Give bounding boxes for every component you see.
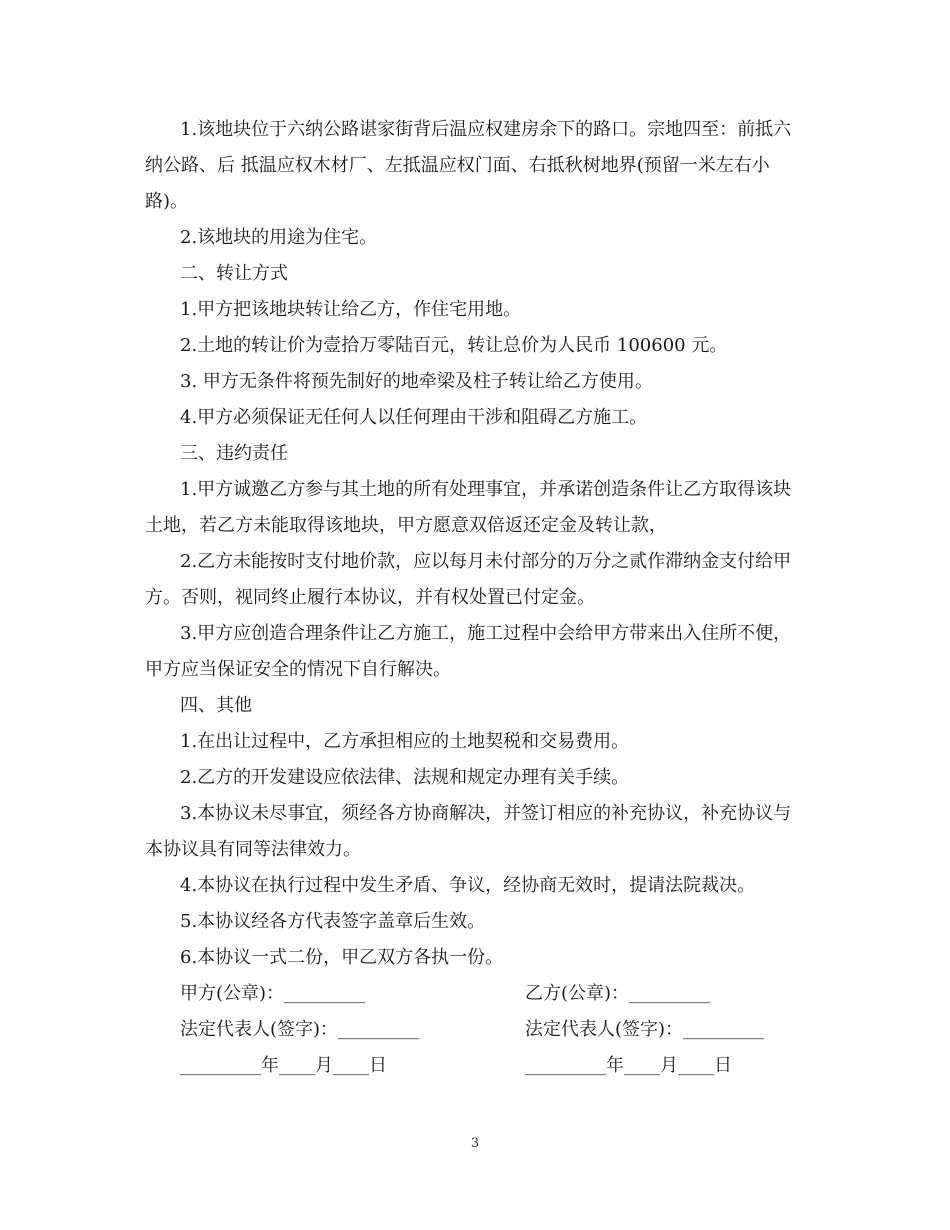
party-a-seal-field: 甲方(公章)：_________ bbox=[180, 983, 366, 1004]
party-a-date-field: _________年____月____日 bbox=[180, 1055, 387, 1076]
clause-location: 1.该地块位于六纳公路谌家街背后温应权建房余下的路口。宗地四至：前抵六纳公路、后 抵温应权木材厂、左抵温应权门面、右抵秋树地界(预留一米左右小路)。 bbox=[145, 119, 792, 212]
clause-transfer-1: 1.甲方把该地块转让给乙方，作住宅用地。 bbox=[180, 299, 522, 320]
clause-usage: 2.该地块的用途为住宅。 bbox=[180, 227, 378, 248]
section-heading-transfer: 二、转让方式 bbox=[180, 263, 288, 284]
clause-liability-2: 2.乙方未能按时支付地价款，应以每月未付部分的万分之贰作滞纳金支付给甲方。否则，视同终止履行本协议，并有权处置已付定金。 bbox=[145, 551, 792, 608]
page-number: 3 bbox=[470, 1136, 480, 1151]
party-b-date-field: _________年____月____日 bbox=[525, 1055, 732, 1076]
signature-row-seal bbox=[145, 976, 805, 1012]
clause-other-1: 1.在出让过程中，乙方承担相应的土地契税和交易费用。 bbox=[180, 731, 630, 752]
clause-other-4: 4.本协议在执行过程中发生矛盾、争议，经协商无效时，提请法院裁决。 bbox=[180, 875, 756, 896]
section-heading-other: 四、其他 bbox=[180, 695, 252, 716]
party-b-seal-field: 乙方(公章)：_________ bbox=[525, 983, 711, 1004]
document-body bbox=[145, 112, 805, 1084]
clause-other-3: 3.本协议未尽事宜，须经各方协商解决，并签订相应的补充协议，补充协议与本协议具有同等法律效力。 bbox=[145, 803, 792, 860]
clause-other-2: 2.乙方的开发建设应依法律、法规和规定办理有关手续。 bbox=[180, 767, 630, 788]
clause-transfer-2: 2.土地的转让价为壹拾万零陆百元，转让总价为人民币 100600 元。 bbox=[180, 335, 728, 356]
signature-row-representative bbox=[145, 1012, 805, 1048]
section-heading-liability: 三、违约责任 bbox=[180, 443, 288, 464]
signature-row-date bbox=[145, 1048, 805, 1084]
party-a-representative-field: 法定代表人(签字)：_________ bbox=[180, 1019, 420, 1040]
clause-other-6: 6.本协议一式二份，甲乙双方各执一份。 bbox=[180, 947, 504, 968]
party-b-representative-field: 法定代表人(签字)：_________ bbox=[525, 1019, 765, 1040]
clause-transfer-4: 4.甲方必须保证无任何人以任何理由干涉和阻碍乙方施工。 bbox=[180, 407, 648, 428]
clause-liability-3: 3.甲方应创造合理条件让乙方施工，施工过程中会给甲方带来出入住所不便，甲方应当保证安全的情况下自行解决。 bbox=[145, 623, 792, 680]
clause-transfer-3: 3. 甲方无条件将预先制好的地牵梁及柱子转让给乙方使用。 bbox=[180, 371, 653, 392]
clause-liability-1: 1.甲方诚邀乙方参与其土地的所有处理事宜，并承诺创造条件让乙方取得该块土地，若乙方未能取得该地块，甲方愿意双倍返还定金及转让款， bbox=[145, 479, 792, 536]
clause-other-5: 5.本协议经各方代表签字盖章后生效。 bbox=[180, 911, 486, 932]
